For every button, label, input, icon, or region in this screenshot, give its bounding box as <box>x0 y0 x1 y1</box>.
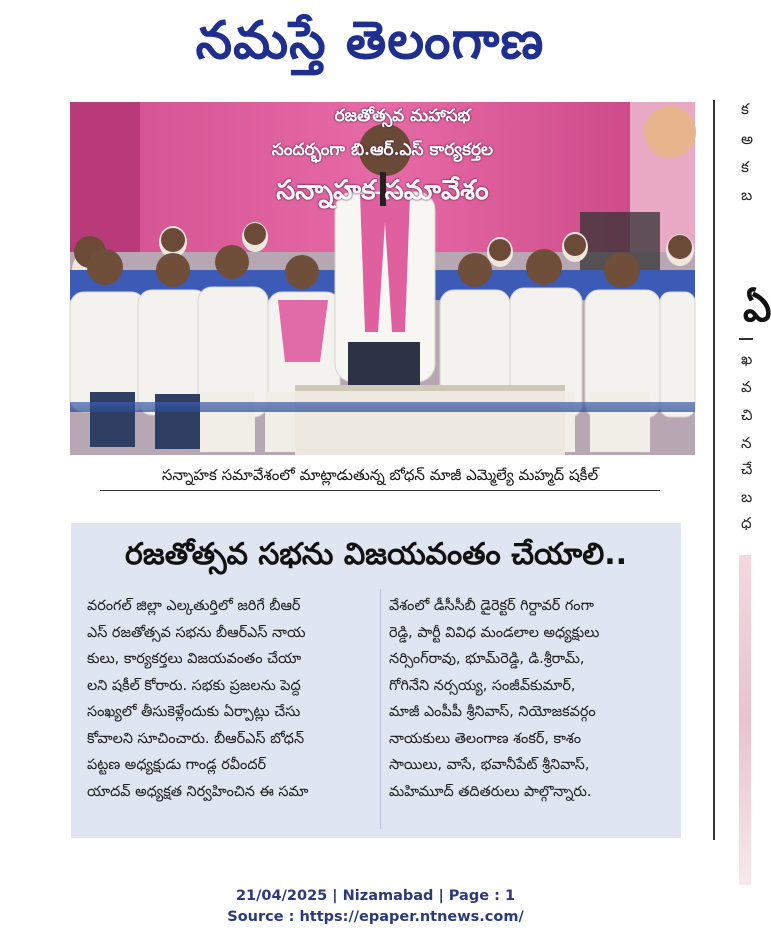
article-line: కులు, కార్యకర్తలు విజయవంతం చేయా <box>87 651 302 667</box>
news-article <box>71 523 681 838</box>
article-line: ఎస్ రజతోత్సవ సభను బీఆర్ఎస్ నాయ <box>87 624 306 641</box>
adjacent-column-strip <box>713 100 771 840</box>
strip-char: వ <box>741 378 752 396</box>
article-line: సంఖ్యలో తీసుకెళ్లేందుకు ఏర్పాట్లు చేసు <box>87 704 301 720</box>
article-line: రెడ్డి, పార్టీ వివిధ మండలాల అధ్యక్షులు <box>389 624 600 641</box>
banner-line-3: సన్నాహక సమావేశం <box>276 175 489 206</box>
article-column-2 <box>389 593 679 805</box>
footer-source-link[interactable]: Source : https://epaper.ntnews.com/ <box>227 909 524 925</box>
masthead-title: నమస్తే తెలంగాణ <box>195 10 545 71</box>
strip-char: క <box>741 100 749 118</box>
article-line: సాయిలు, వాసే, భవానీపేట్ శ్రీనివాస్, <box>389 757 590 773</box>
article-line: మాజీ ఎంపీపీ శ్రీనివాస్, నియోజకవర్గం <box>389 704 596 720</box>
article-line: కోవాలని సూచించారు. బీఆర్ఎస్ బోధన్ <box>87 730 305 747</box>
article-line: వేశంలో డీసీసీబీ డైరెక్టర్ గిర్దావర్ గంగా <box>389 598 594 614</box>
news-photo <box>70 102 695 455</box>
footer-edition-info: 21/04/2025 | Nizamabad | Page : 1 <box>235 888 516 904</box>
article-line: నాయకులు తెలంగాణ శంకర్, కాశం <box>389 730 582 747</box>
strip-char: చే <box>741 460 753 478</box>
article-line: లని షకీల్ కోరారు. సభకు ప్రజలను పెద్ద <box>87 677 301 694</box>
article-line: వరంగల్ జిల్లా ఎల్కతుర్తిలో జరిగే బీఆర్ <box>87 598 301 614</box>
photo-caption: సన్నాహక సమావేశంలో మాట్లాడుతున్న బోధన్ మాజీ ఎమ్మెల్యే మహ్మద్ షకీల్ <box>100 461 660 491</box>
strip-char: న <box>741 434 752 452</box>
article-column-1 <box>87 593 377 805</box>
article-line: మహిమూద్ తదితరులు పాల్గొన్నారు. <box>389 783 592 800</box>
newspaper-masthead <box>150 6 590 76</box>
article-line: నర్సింగ్‌రావు, భూమ్‌రెడ్డి, డి.శ్రీరామ్, <box>389 651 585 667</box>
article-headline: రజతోత్సవ సభను విజయవంతం చేయాలి.. <box>125 537 627 572</box>
banner-line-2: సందర్భంగా బి.ఆర్.ఎస్ కార్యకర్తల <box>271 140 494 160</box>
strip-char: చి <box>741 406 753 424</box>
article-line: గోగినేని నర్సయ్య, సంజీవ్‌కుమార్, <box>389 677 576 694</box>
strip-char: అ <box>741 130 754 148</box>
strip-char: బ <box>741 488 753 506</box>
strip-char: బ <box>741 186 753 204</box>
strip-char: ఖ <box>741 350 753 368</box>
column-divider <box>713 100 715 840</box>
article-column-divider <box>380 589 381 829</box>
article-line: పట్టణ అధ్యక్షుడు గాండ్ల రవీందర్ <box>87 757 267 773</box>
strip-char: ధ <box>741 514 752 532</box>
article-line: యాదవ్ అధ్యక్షత నిర్వహించిన ఈ సమా <box>87 783 309 800</box>
strip-char: క <box>741 158 749 176</box>
strip-headline-char: ఏ <box>743 285 771 331</box>
banner-line-1: రజతోత్సవ మహాసభ <box>334 106 471 126</box>
adjacent-photo-fragment <box>739 555 751 885</box>
page-footer <box>0 886 751 928</box>
